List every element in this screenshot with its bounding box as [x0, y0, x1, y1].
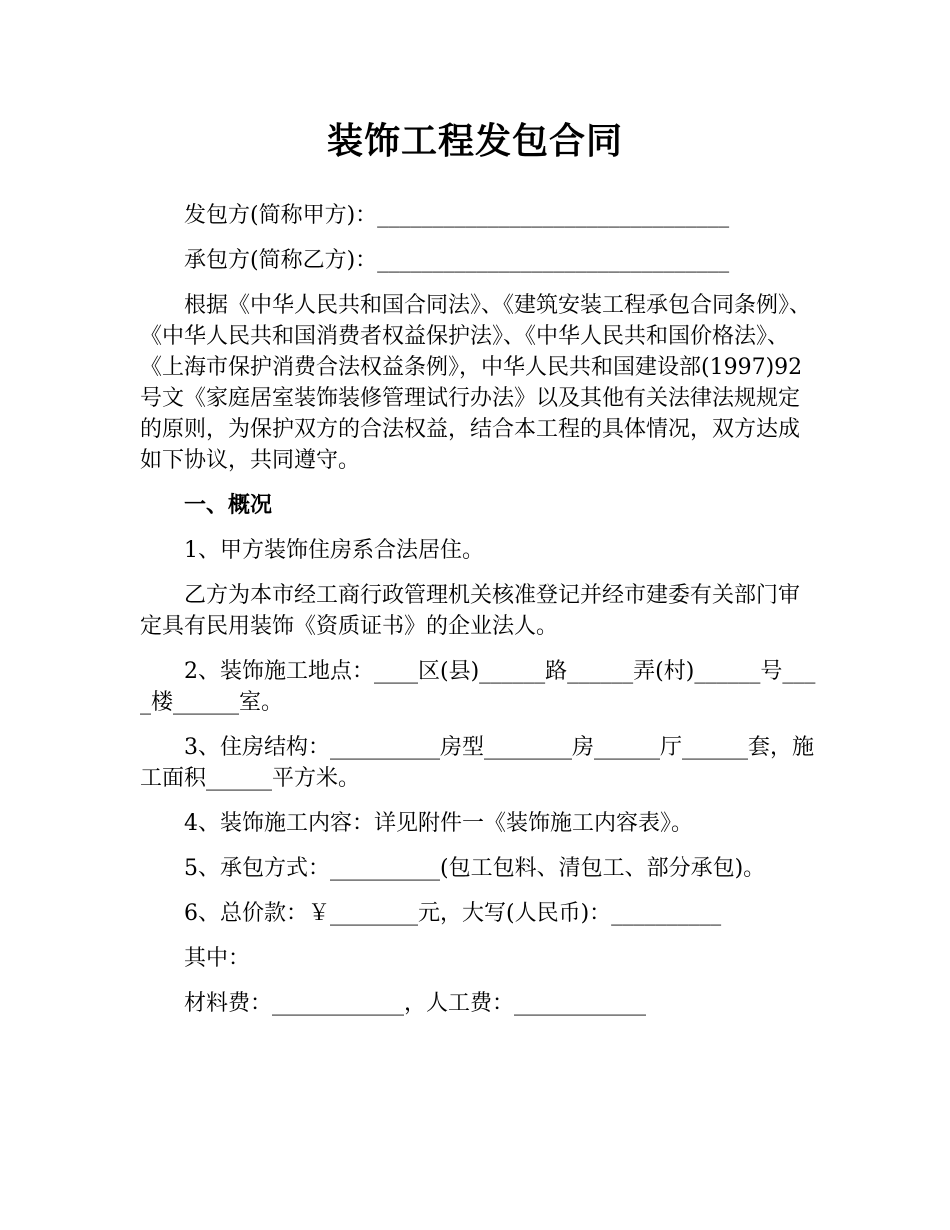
document-body [140, 200, 820, 1033]
clause-2-location: 2、装饰施工地点：____区(县)______路______弄(村)______号____楼______室。 [140, 659, 816, 715]
clause-4-content: 4、装饰施工内容：详见附件一《装饰施工内容表》。 [184, 811, 693, 836]
section-heading-overview: 一、概况 [184, 493, 273, 518]
document-title: 装饰工程发包合同 [326, 121, 623, 162]
clause-6-breakdown: 材料费：____________，人工费：____________ [184, 991, 647, 1016]
clause-6-price: 6、总价款：￥________元，大写(人民币)：__________ [184, 901, 722, 926]
party-b-line: 承包方(简称乙方)：________________________________ [184, 248, 730, 273]
clause-3-structure: 3、住房结构：__________房型________房______厅______套，施工面积______平方米。 [140, 735, 814, 791]
clause-1: 1、甲方装饰住房系合法居住。 [184, 538, 484, 563]
clause-6-breakdown-label: 其中： [184, 946, 251, 971]
clause-5-method: 5、承包方式：__________(包工包料、清包工、部分承包)。 [184, 856, 766, 881]
clause-1-party-b: 乙方为本市经工商行政管理机关核准登记并经市建委有关部门审定具有民用装饰《资质证书》的企业法人。 [140, 583, 801, 639]
party-a-line: 发包方(简称甲方)：________________________________ [184, 203, 730, 228]
preamble-paragraph: 根据《中华人民共和国合同法》、《建筑安装工程承包合同条例》、《中华人民共和国消费者权益保护法》、《中华人民共和国价格法》、《上海市保护消费合法权益条例》，中华人民共和国建设部(1997)92号文《家庭居室装饰装修管理试行办法》以及其他有关法律法规规定的原则，为保护双方的合法权益，结合本工程的具体情况，双方达成如下协议，共同遵守。 [140, 293, 812, 473]
